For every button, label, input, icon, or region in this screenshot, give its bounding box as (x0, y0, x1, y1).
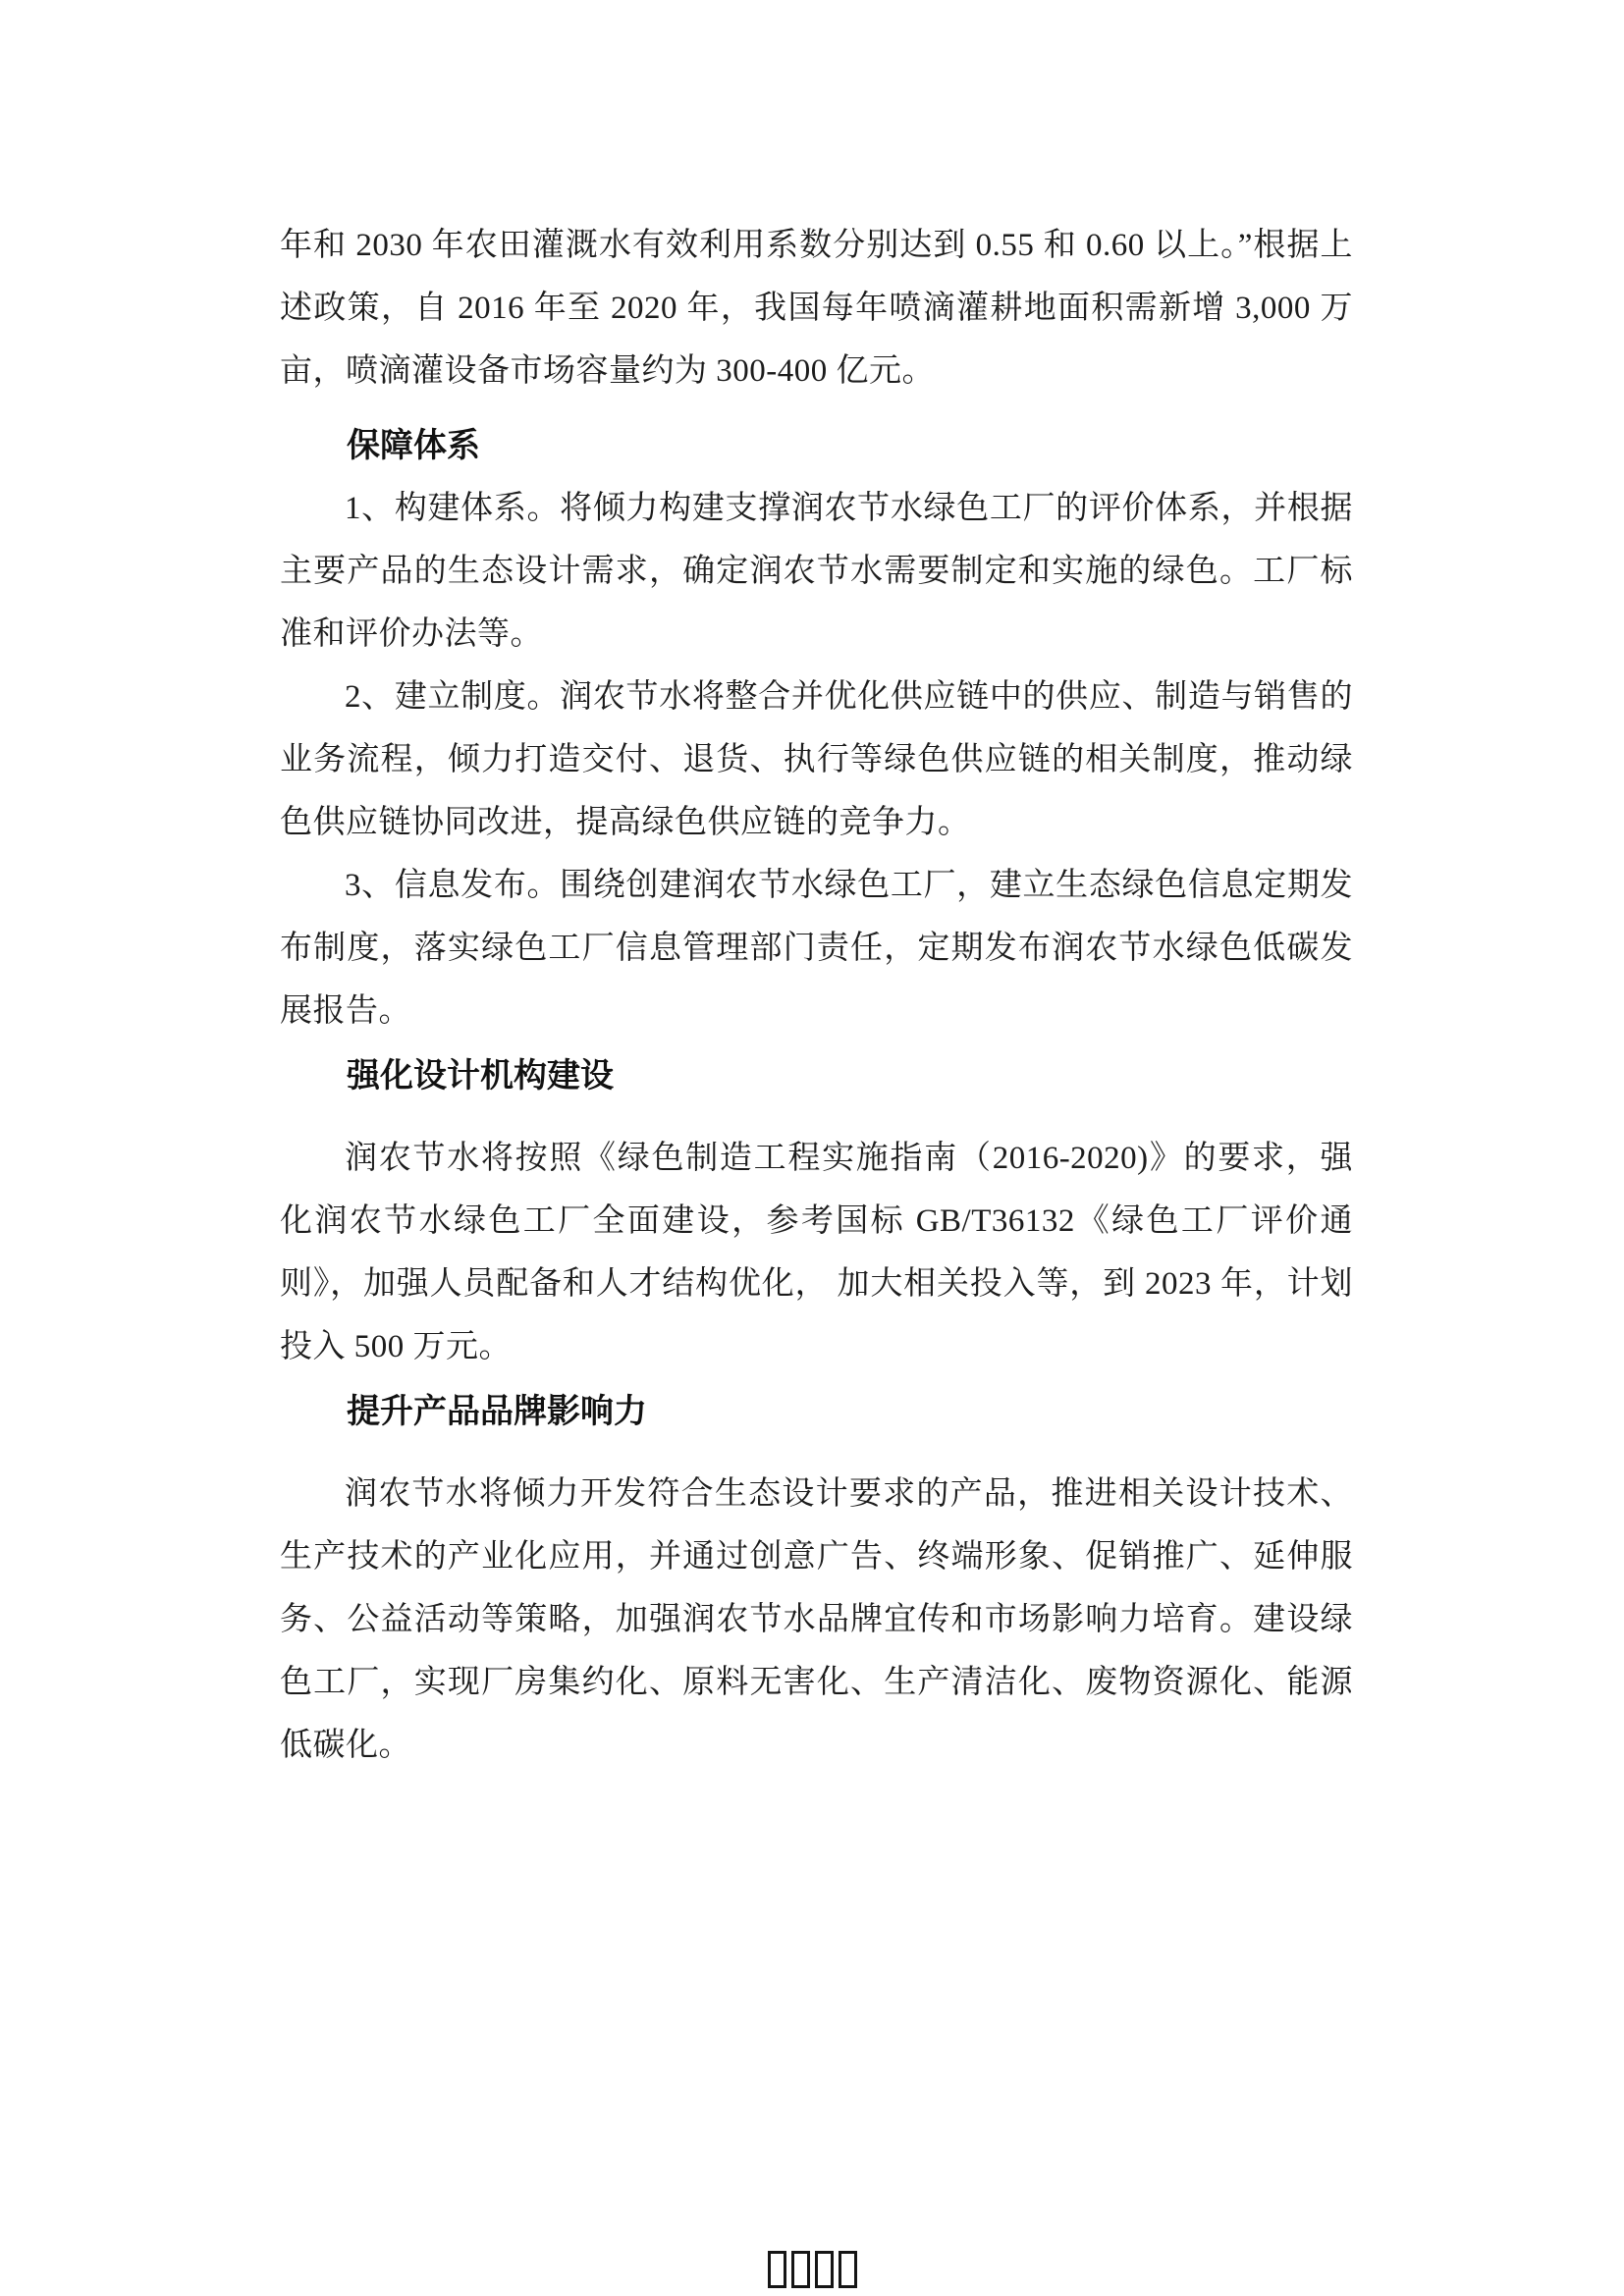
paragraph-item-build-system: 1、构建体系。将倾力构建支撑润农节水绿色工厂的评价体系，并根据主要产品的生态设计需求，确定润农节水需要制定和实施的绿色。工厂标准和评价办法等。 (280, 491, 1353, 652)
paragraph-brand-strategy: 润农节水将倾力开发符合生态设计要求的产品，推进相关设计技术、生产技术的产业化应用，并通过创意广告、终端形象、促销推广、延伸服务、公益活动等策略，加强润农节水品牌宜传和市场影响力培育。建设绿色工厂，实现厂房集约化、原料无害化、生产清洁化、废物资源化、能源低碳化。 (280, 1476, 1353, 1763)
paragraph-item-info-release: 3、信息发布。围绕创建润农节水绿色工厂，建立生态绿色信息定期发布制度，落实绿色工厂信息管理部门责任，定期发布润农节水绿色低碳发展报告。 (280, 868, 1353, 1029)
heading-design-org: 强化设计机构建设 (347, 1057, 614, 1095)
paragraph-design-org-plan: 润农节水将按照《绿色制造工程实施指南（2016-2020)》的要求，强化润农节水绿色工厂全面建设，参考国标 GB/T36132《绿色工厂评价通则》，加强人员配备和人才结构优化， 加大相关投入等，到 2023 年，计划投入 500 万元。 (280, 1141, 1353, 1364)
missing-glyph-box (791, 2251, 810, 2288)
heading-brand-influence: 提升产品品牌影响力 (347, 1393, 647, 1430)
heading-support-system: 保障体系 (347, 427, 480, 464)
document-body (280, 214, 1353, 1777)
paragraph-policy-continuation: 年和 2030 年农田灌溉水有效利用系数分别达到 0.55 和 0.60 以上。”根据上述政策，自 2016 年至 2020 年，我国每年喷滴灌耕地面积需新增 3,000 万亩，喷滴灌设备市场容量约为 300-400 亿元。 (280, 228, 1353, 389)
page-footer (0, 2251, 1624, 2288)
missing-glyph-boxes (768, 2251, 857, 2288)
missing-glyph-box (768, 2251, 786, 2288)
paragraph-item-establish-rules: 2、建立制度。润农节水将整合并优化供应链中的供应、制造与销售的业务流程，倾力打造交付、退货、执行等绿色供应链的相关制度，推动绿色供应链协同改进，提高绿色供应链的竞争力。 (280, 679, 1353, 840)
missing-glyph-box (839, 2251, 857, 2288)
missing-glyph-box (815, 2251, 834, 2288)
